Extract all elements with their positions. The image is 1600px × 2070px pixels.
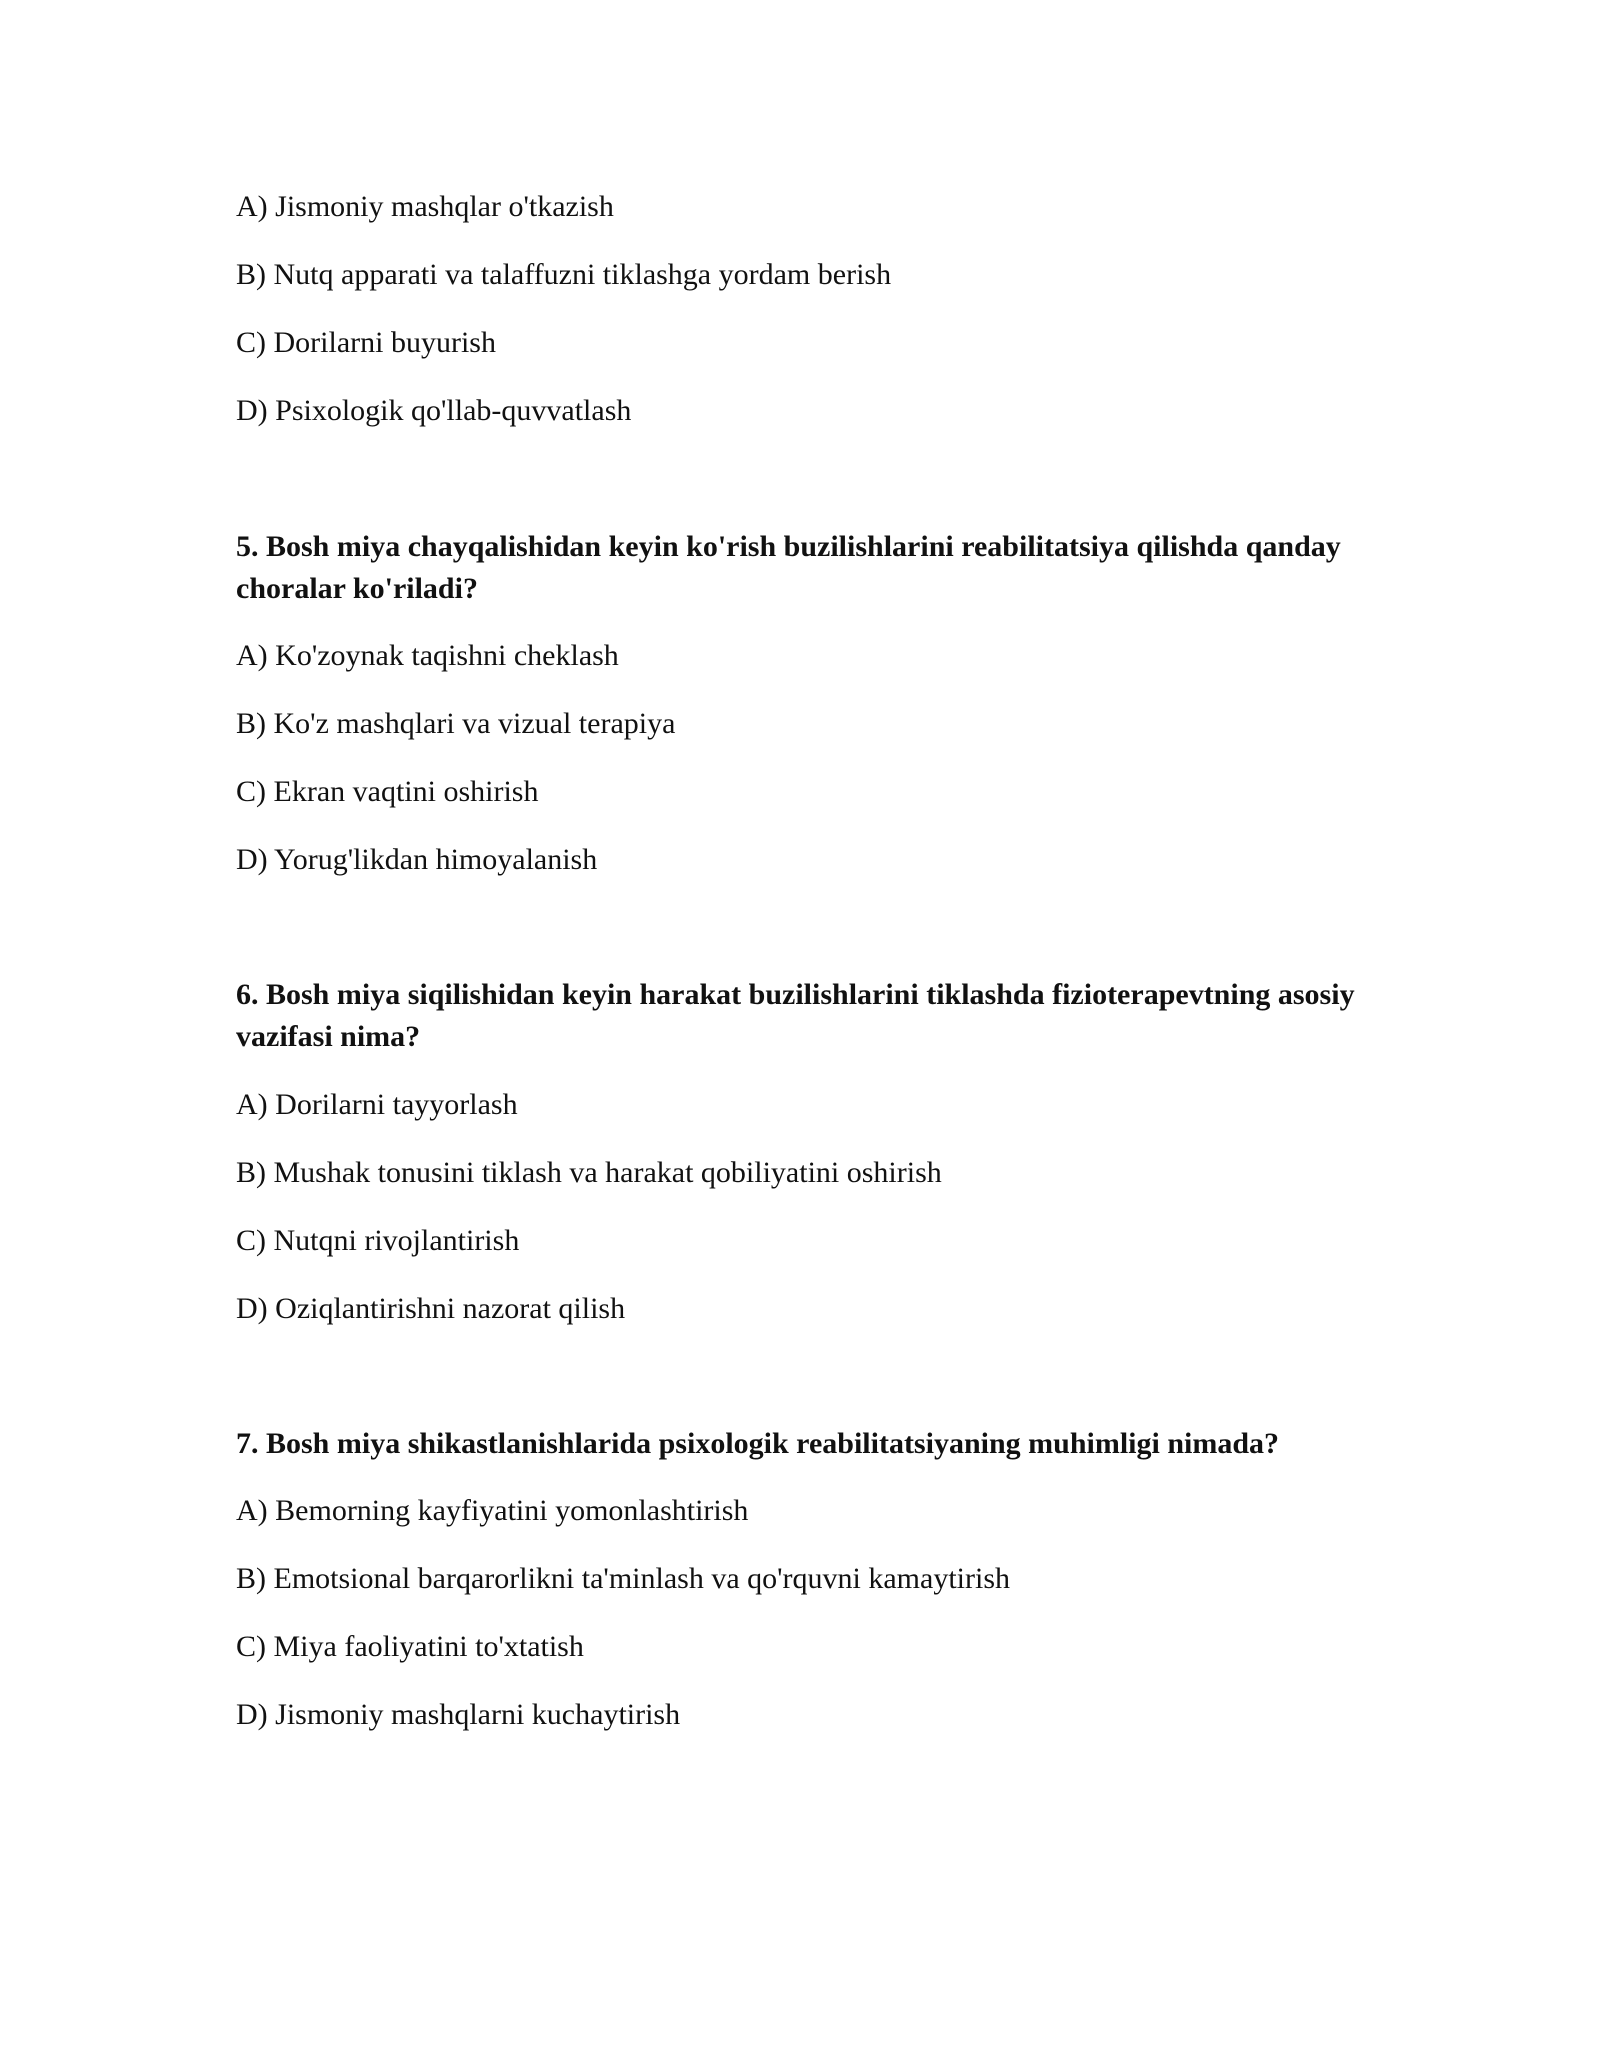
q5-option-b: B) Ko'z mashqlari va vizual terapiya	[236, 707, 676, 740]
q7-option-a: A) Bemorning kayfiyatini yomonlashtirish	[236, 1494, 749, 1527]
q6-option-a: A) Dorilarni tayyorlash	[236, 1088, 518, 1121]
q4-option-a: A) Jismoniy mashqlar o'tkazish	[236, 190, 614, 223]
q7-question: 7. Bosh miya shikastlanishlarida psixologik reabilitatsiyaning muhimligi nimada?	[236, 1427, 1280, 1460]
q5-option-d: D) Yorug'likdan himoyalanish	[236, 843, 598, 876]
q4-option-b: B) Nutq apparati va talaffuzni tiklashga yordam berish	[236, 258, 892, 291]
q6-question: 6. Bosh miya siqilishidan keyin harakat buzilishlarini tiklashda fizioterapevtning asosiy vazifasi nima?	[236, 978, 1355, 1053]
q6-option-d: D) Oziqlantirishni nazorat qilish	[236, 1292, 626, 1325]
q5-option-a: A) Ko'zoynak taqishni cheklash	[236, 639, 619, 672]
q6-option-c: C) Nutqni rivojlantirish	[236, 1224, 520, 1257]
q5-option-c: C) Ekran vaqtini oshirish	[236, 775, 539, 808]
q7-option-d: D) Jismoniy mashqlarni kuchaytirish	[236, 1698, 681, 1731]
q7-option-c: C) Miya faoliyatini to'xtatish	[236, 1630, 584, 1663]
q7-option-b: B) Emotsional barqarorlikni ta'minlash va qo'rquvni kamaytirish	[236, 1562, 1010, 1595]
q5-question: 5. Bosh miya chayqalishidan keyin ko'rish buzilishlarini reabilitatsiya qilishda qanday choralar ko'riladi?	[236, 530, 1341, 605]
q6-option-b: B) Mushak tonusini tiklash va harakat qobiliyatini oshirish	[236, 1156, 942, 1189]
q4-option-d: D) Psixologik qo'llab-quvvatlash	[236, 394, 632, 427]
q4-option-c: C) Dorilarni buyurish	[236, 326, 496, 359]
